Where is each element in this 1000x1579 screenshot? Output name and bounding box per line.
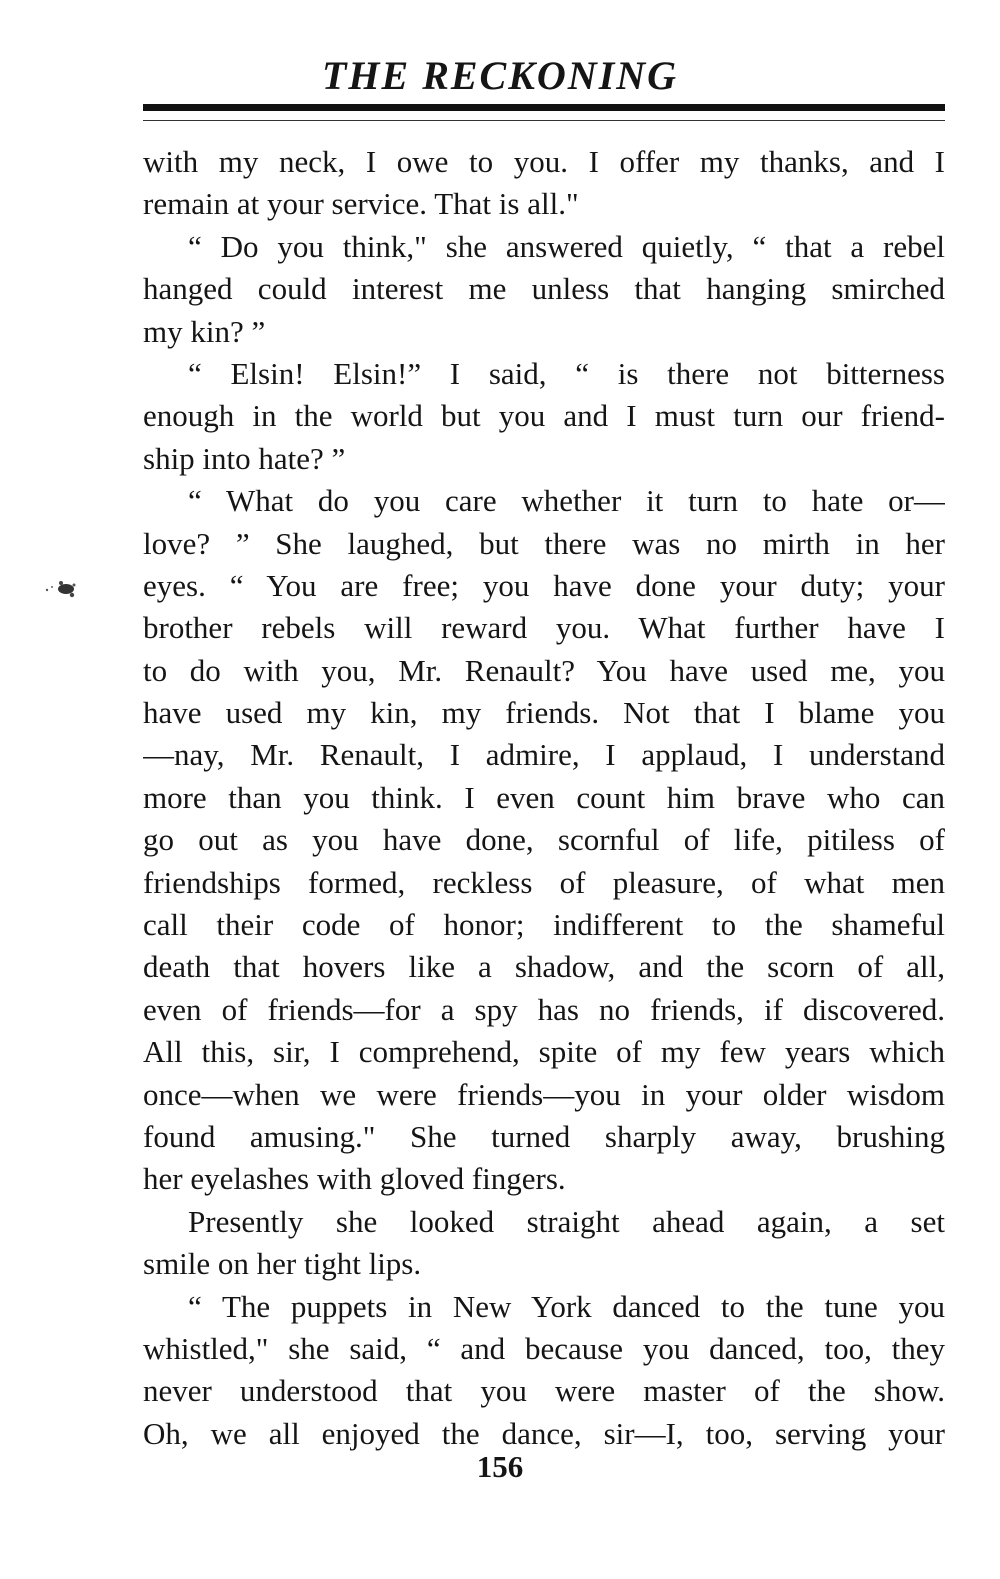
text-line: remain at your service. That is all.": [143, 186, 579, 222]
text-line: death that hovers like a shadow, and the scorn of all,: [143, 949, 945, 985]
text-line: —nay, Mr. Renault, I admire, I applaud, I understand: [143, 737, 945, 773]
page-number: 156: [476, 1449, 524, 1484]
text-line: her eyelashes with gloved fingers.: [143, 1161, 566, 1197]
text-line: brother rebels will reward you. What further have I: [143, 610, 945, 646]
text-line: friendships formed, reckless of pleasure, of what men: [143, 864, 945, 900]
text-line: “ Do you think," she answered quietly, “ that a rebel: [188, 228, 945, 264]
text-line: go out as you have done, scornful of life, pitiless of: [143, 822, 945, 858]
text-line: whistled," she said, “ and because you danced, too, they: [143, 1330, 945, 1366]
text-line: smile on her tight lips.: [143, 1246, 422, 1282]
text-line: hanged could interest me unless that hanging smirched: [143, 271, 945, 307]
text-line: All this, sir, I comprehend, spite of my few years which: [143, 1034, 945, 1070]
ink-speck-mark: [44, 578, 82, 600]
text-line: once—when we were friends—you in your older wisdom: [143, 1076, 945, 1112]
text-line: have used my kin, my friends. Not that I blame you: [143, 695, 945, 731]
text-line: “ What do you care whether it turn to hate or—: [188, 483, 945, 519]
text-line: even of friends—for a spy has no friends, if discovered.: [143, 991, 945, 1027]
text-line: call their code of honor; indifferent to the shameful: [143, 907, 945, 943]
text-line: more than you think. I even count him brave who can: [143, 779, 945, 815]
text-line: enough in the world but you and I must turn our friend-: [143, 398, 945, 434]
text-line: never understood that you were master of the show.: [143, 1373, 945, 1409]
text-line: “ The puppets in New York danced to the tune you: [188, 1288, 945, 1324]
text-line: “ Elsin! Elsin!” I said, “ is there not bitterness: [188, 355, 945, 391]
text-line: with my neck, I owe to you. I offer my thanks, and I: [143, 144, 945, 179]
header-rule-thin: [143, 120, 945, 121]
body-text: [143, 141, 945, 1455]
text-line: to do with you, Mr. Renault? You have used me, you: [143, 652, 945, 688]
text-line: my kin? ”: [143, 313, 266, 349]
text-line: Oh, we all enjoyed the dance, sir—I, too, serving your: [143, 1415, 945, 1451]
text-line: love? ” She laughed, but there was no mirth in her: [143, 525, 945, 561]
header-rule-thick: [143, 104, 945, 111]
text-line: eyes. “ You are free; you have done your duty; your: [143, 567, 945, 603]
running-title: THE RECKONING: [321, 53, 679, 98]
text-line: Presently she looked straight ahead again, a set: [188, 1203, 945, 1239]
text-line: ship into hate? ”: [143, 440, 346, 476]
text-line: found amusing." She turned sharply away, brushing: [143, 1118, 945, 1154]
